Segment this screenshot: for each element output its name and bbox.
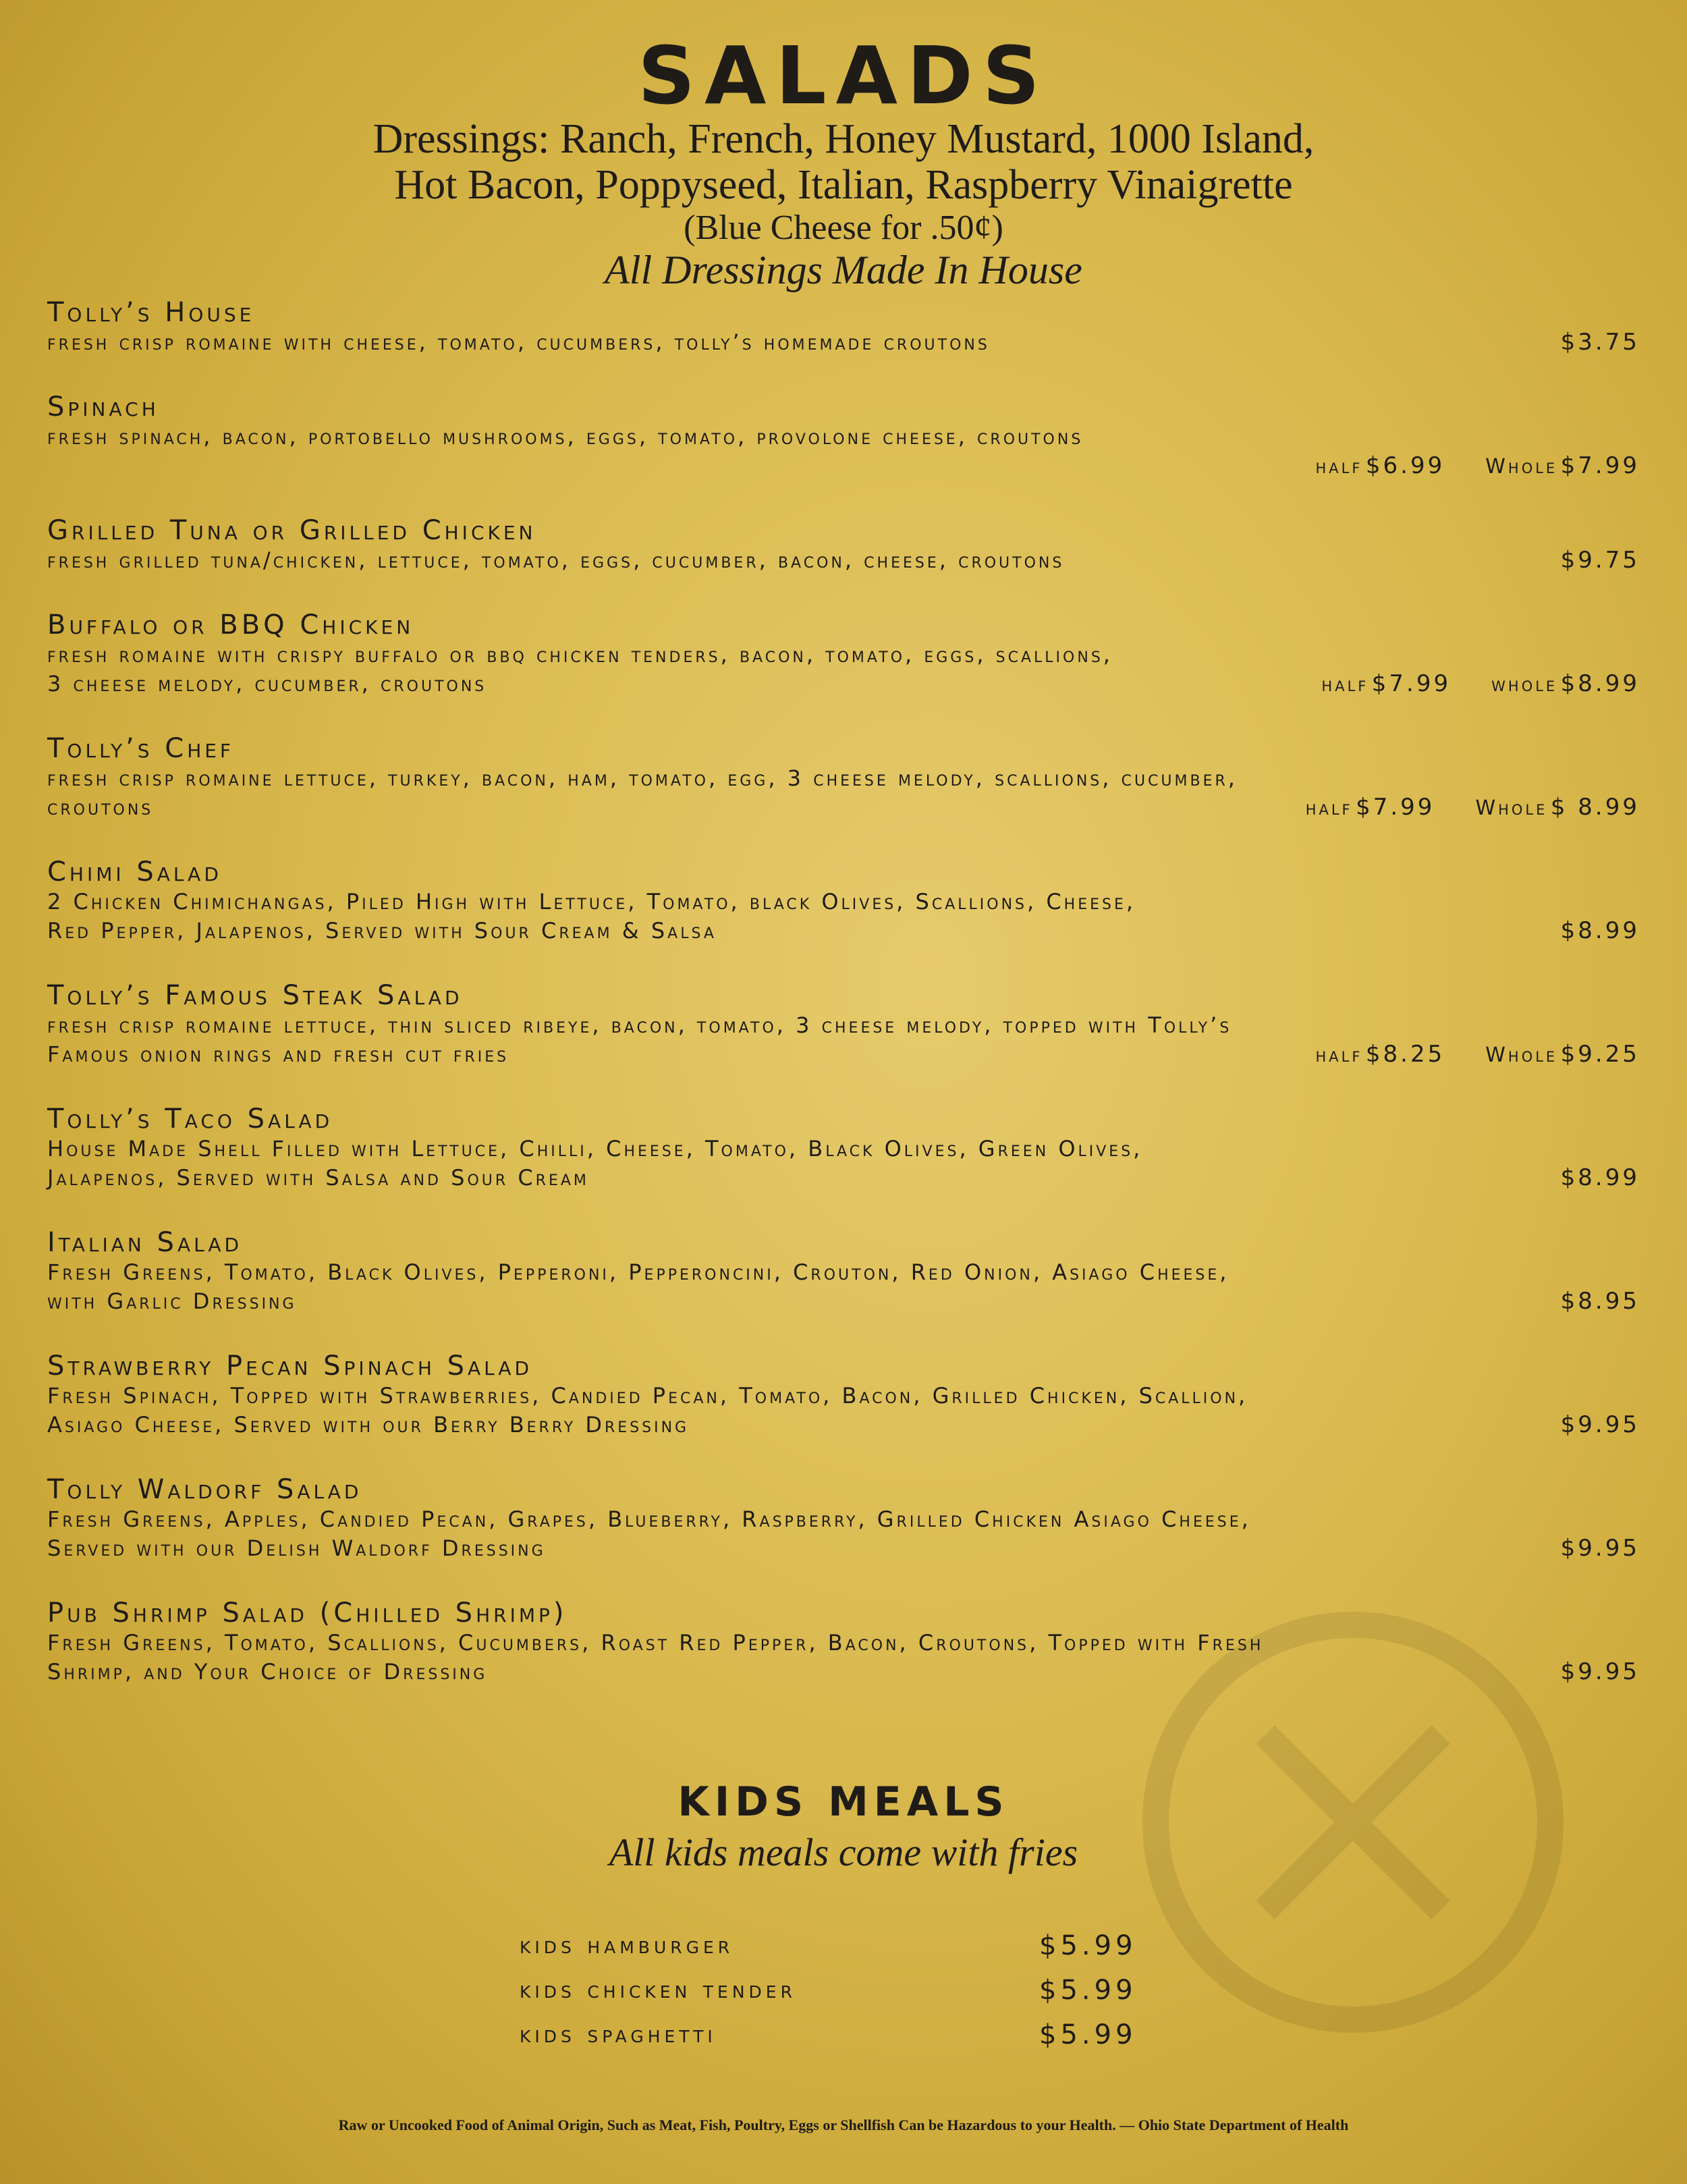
item-description: croutons [47,794,154,820]
half-price-group [1316,452,1445,481]
dressings-line-1: Dressings: Ranch, French, Honey Mustard, 1000 Island, [372,116,1315,162]
whole-price: $9.25 [1560,1041,1640,1068]
whole-label: Whole [1485,455,1558,479]
menu-item [47,980,1640,1069]
description-row [47,546,1640,575]
description-row [47,793,1640,822]
whole-price-group [1485,1040,1640,1069]
half-price-group [1306,793,1435,822]
blue-cheese-note: (Blue Cheese for .50¢) [684,209,1003,247]
half-label: half [1305,796,1353,820]
item-price: $8.99 [1560,917,1640,944]
kids-meal-row [520,2013,1167,2057]
whole-label: Whole [1485,1043,1558,1067]
half-price: $7.99 [1356,794,1435,821]
item-description: Served with our Delish Waldorf Dressing [47,1535,546,1561]
half-label: half [1315,455,1363,479]
item-description: Fresh Greens, Tomato, Scallions, Cucumbers, Roast Red Pepper, Bacon, Croutons, Topped with Fresh [47,1630,1264,1656]
menu-item [47,733,1640,822]
half-price-group [1321,670,1451,699]
item-description: with Garlic Dressing [47,1288,297,1314]
whole-price-group [1485,452,1640,481]
page-title: SALADS [638,29,1049,122]
kids-meal-row [520,1968,1167,2013]
item-name: Italian Salad [47,1227,243,1258]
kids-meal-price: $5.99 [1039,2019,1137,2050]
kids-meals-title: KIDS MEALS [677,1778,1010,1826]
description-row [47,1658,1640,1687]
item-description: fresh grilled tuna/chicken, lettuce, tomato, eggs, cucumber, bacon, cheese, croutons [47,547,1065,573]
item-name: Chimi Salad [47,856,222,888]
description-row [47,328,1640,357]
item-name: Spinach [47,391,159,422]
menu-item [47,391,1640,481]
whole-label: whole [1491,673,1558,697]
item-description: fresh spinach, bacon, portobello mushrooms, eggs, tomato, provolone cheese, croutons [47,424,1084,449]
whole-price: $8.99 [1560,670,1640,697]
item-name: Strawberry Pecan Spinach Salad [47,1350,533,1382]
menu-item [47,609,1640,699]
kids-meal-price: $5.99 [1039,1975,1137,2006]
kids-meals-list [520,1923,1167,2057]
whole-price: $ 8.99 [1550,794,1640,821]
half-label: half [1321,673,1369,697]
half-price: $6.99 [1365,452,1445,479]
kids-meal-name: kids hamburger [520,1932,734,1959]
half-price: $8.25 [1365,1041,1445,1068]
item-price: $3.75 [1560,329,1640,356]
item-description: Shrimp, and Your Choice of Dressing [47,1659,488,1685]
item-price: $8.99 [1560,1164,1640,1191]
description-row [47,670,1640,699]
menu-item [47,1350,1640,1440]
item-name: Tolly’s Taco Salad [47,1103,333,1135]
item-name: Pub Shrimp Salad (Chilled Shrimp) [47,1598,568,1629]
kids-meals-section [0,1775,1687,2057]
item-name: Tolly’s House [47,297,255,328]
half-price: $7.99 [1371,670,1451,697]
price-row [47,452,1640,481]
item-description: Fresh Greens, Apples, Candied Pecan, Grapes, Blueberry, Raspberry, Grilled Chicken Asiago Cheese, [47,1506,1251,1532]
item-name: Grilled Tuna or Grilled Chicken [47,515,536,546]
half-whole-prices [1321,670,1640,699]
half-label: half [1315,1043,1363,1067]
whole-price-group [1475,793,1640,822]
item-description: Famous onion rings and fresh cut fries [47,1041,509,1067]
menu-item [47,856,1640,946]
item-description: fresh crisp romaine lettuce, thin sliced ribeye, bacon, tomato, 3 cheese melody, topped with Tolly’s [47,1012,1232,1038]
item-name: Tolly’s Famous Steak Salad [47,980,463,1011]
item-price: $9.75 [1560,547,1640,574]
item-price: $9.95 [1560,1411,1640,1438]
description-row [47,917,1640,946]
item-description: fresh crisp romaine with cheese, tomato, cucumbers, tolly’s homemade croutons [47,329,990,355]
item-name: Buffalo or BBQ Chicken [47,609,414,640]
kids-meals-subtitle: All kids meals come with fries [609,1830,1078,1874]
house-dressing-note: All Dressings Made In House [605,248,1082,292]
menu-item [47,1227,1640,1316]
whole-price-group [1491,670,1640,699]
description-row [47,1534,1640,1563]
item-name: Tolly Waldorf Salad [47,1474,362,1505]
description-row [47,1164,1640,1193]
salad-list [47,297,1640,1721]
item-description: fresh romaine with crispy buffalo or bbq chicken tenders, bacon, tomato, eggs, scallions, [47,642,1113,667]
item-price: $8.95 [1560,1288,1640,1315]
description-row [47,1040,1640,1069]
dressings-line-2: Hot Bacon, Poppyseed, Italian, Raspberry Vinaigrette [394,162,1293,208]
menu-item [47,1103,1640,1193]
item-description: 2 Chicken Chimichangas, Piled High with Lettuce, Tomato, black Olives, Scallions, Cheese, [47,889,1136,914]
item-name: Tolly’s Chef [47,733,235,764]
kids-meal-row [520,1923,1167,1968]
kids-meal-name: kids chicken tender [520,1976,796,2004]
menu-item [47,1598,1640,1687]
item-description: Fresh Spinach, Topped with Strawberries, Candied Pecan, Tomato, Bacon, Grilled Chicken, Scallion, [47,1383,1248,1409]
item-description: 3 cheese melody, cucumber, croutons [47,671,487,697]
whole-price: $7.99 [1560,452,1640,479]
whole-label: Whole [1475,796,1548,820]
item-description: Red Pepper, Jalapenos, Served with Sour Cream & Salsa [47,918,717,944]
half-price-group [1316,1040,1445,1069]
half-whole-prices [1316,1040,1640,1069]
item-description: House Made Shell Filled with Lettuce, Chilli, Cheese, Tomato, Black Olives, Green Olives, [47,1136,1143,1162]
item-description: Jalapenos, Served with Salsa and Sour Cream [47,1165,589,1191]
item-price: $9.95 [1560,1658,1640,1685]
item-description: fresh crisp romaine lettuce, turkey, bacon, ham, tomato, egg, 3 cheese melody, scallions, cucumber, [47,765,1238,791]
half-whole-prices [1306,793,1640,822]
description-row [47,1411,1640,1440]
menu-item [47,297,1640,357]
menu-item [47,1474,1640,1563]
menu-item [47,515,1640,575]
description-row [47,1287,1640,1316]
item-price: $9.95 [1560,1535,1640,1562]
kids-meal-name: kids spaghetti [520,2021,717,2048]
item-description: Fresh Greens, Tomato, Black Olives, Pepperoni, Pepperoncini, Crouton, Red Onion, Asiago Cheese, [47,1259,1229,1285]
half-whole-prices [1316,452,1640,481]
health-warning: Raw or Uncooked Food of Animal Origin, Such as Meat, Fish, Poultry, Eggs or Shellfish Can be Hazardous to your Health. — Ohio State Department of Health [338,2117,1349,2133]
kids-meal-price: $5.99 [1039,1930,1137,1961]
item-description: Asiago Cheese, Served with our Berry Berry Dressing [47,1412,690,1438]
